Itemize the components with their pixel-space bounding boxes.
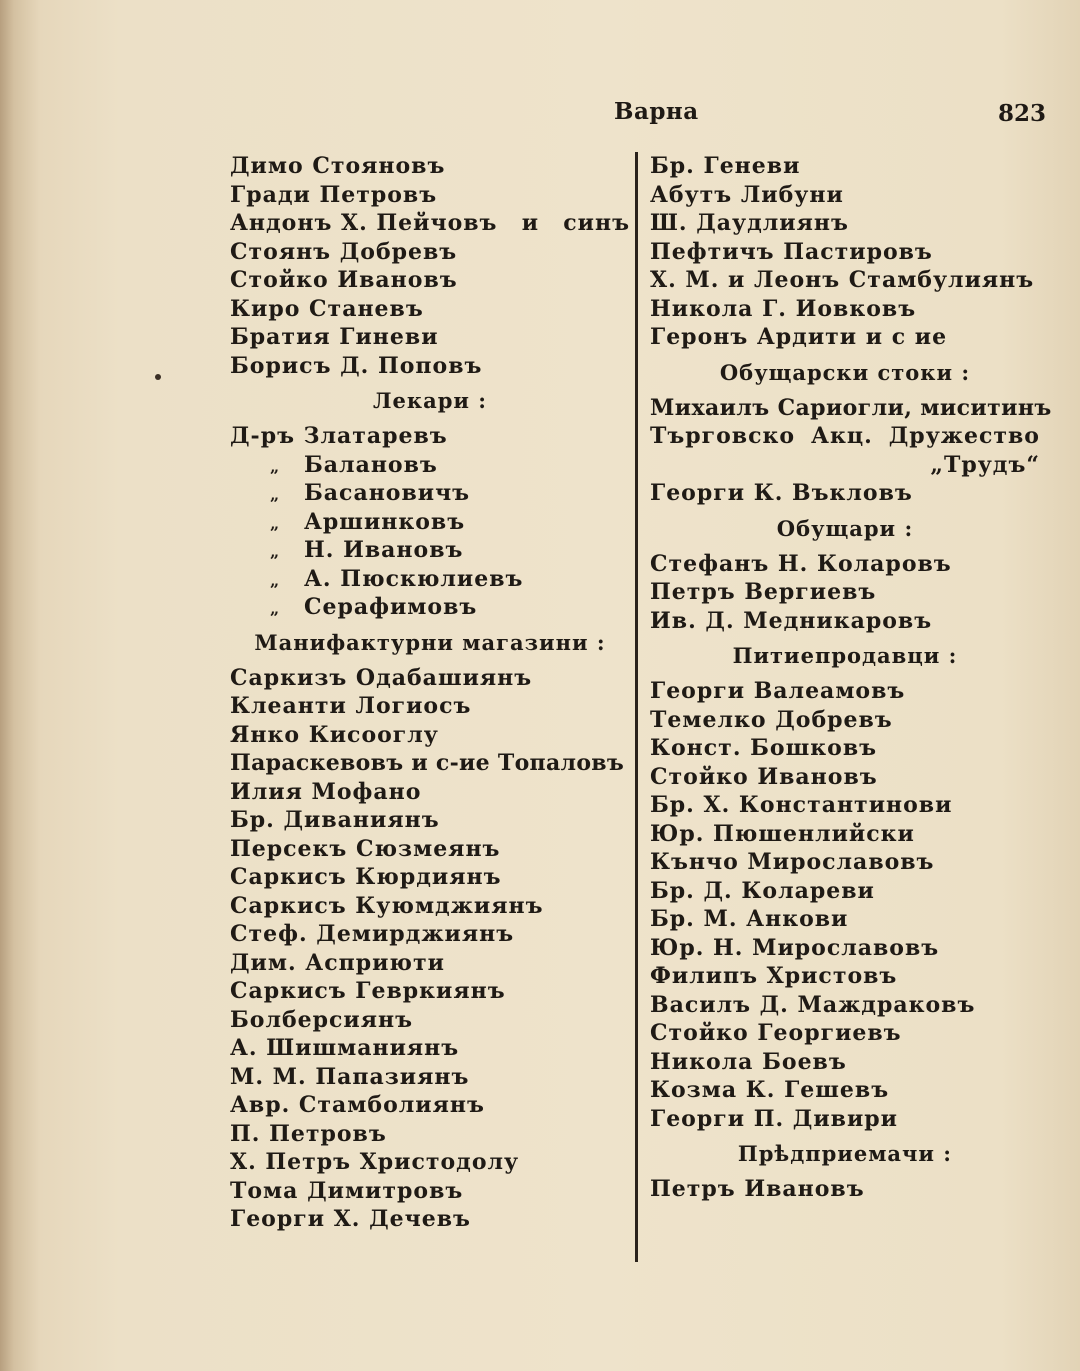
list-item: Болберсиянъ <box>230 1006 413 1033</box>
list-item <box>230 536 630 565</box>
ink-speck <box>155 374 161 380</box>
list-item: Бр. М. Анкови <box>650 906 849 932</box>
andon-son: синъ <box>563 210 630 236</box>
ditto-mark: „ <box>270 485 281 504</box>
list-item: Илия Мофано <box>230 778 422 805</box>
section-heading-drinks: Питиепродавци : <box>732 643 958 668</box>
list-item: Гради Петровъ <box>230 181 438 208</box>
running-head-city: Варна <box>614 98 699 125</box>
list-item: Георги К. Въкловъ <box>650 480 913 506</box>
list-item <box>230 593 630 622</box>
list-item: Ш. Даудлиянъ <box>650 210 849 236</box>
trade-word-2: Акц. <box>811 423 873 449</box>
ditto-mark: „ <box>270 513 281 533</box>
list-item: Геронъ Ардити и с ие <box>650 324 948 350</box>
list-item: М. М. Папазиянъ <box>230 1063 470 1090</box>
doctor-name: Аршинковъ <box>304 508 466 535</box>
list-item: Персекъ Сюзмеянъ <box>230 835 501 862</box>
list-item: Саркисъ Кюрдиянъ <box>230 864 502 890</box>
list-item: Абутъ Либуни <box>650 181 844 208</box>
list-item-trade-company <box>650 422 1040 451</box>
left-column <box>230 152 630 1234</box>
list-item: Д-ръ Златаревъ <box>230 423 448 449</box>
list-item: Дим. Асприюти <box>230 949 445 976</box>
list-item: Георги Х. Дечевъ <box>230 1206 471 1232</box>
list-item: Киро Станевъ <box>230 295 424 322</box>
list-item: Авр. Стамболиянъ <box>230 1092 485 1118</box>
list-item: Петръ Ивановъ <box>650 1176 865 1202</box>
doctor-name: А. Пюскюлиевъ <box>304 565 524 592</box>
list-item: Михаилъ Сариогли, миситинъ <box>650 394 1052 421</box>
list-item: Стеф. Демирджиянъ <box>230 921 515 947</box>
page-number: 823 <box>998 100 1047 127</box>
list-item: Конст. Бошковъ <box>650 735 877 761</box>
section-heading-contractors: Прѣдприемачи : <box>737 1141 953 1166</box>
list-item-andon <box>230 209 630 238</box>
list-item <box>230 479 630 508</box>
list-item: Кънчо Мирославовъ <box>650 849 935 875</box>
doctor-name: Н. Ивановъ <box>304 537 464 563</box>
list-item: Юр. Пюшенлийски <box>650 820 915 847</box>
ditto-mark: „ <box>270 599 281 618</box>
list-item: Бр. Геневи <box>650 153 801 179</box>
section-heading-shoemakers: Обущари : <box>776 515 914 541</box>
andon-and: и <box>521 210 540 236</box>
list-item: Тома Димитровъ <box>230 1177 464 1204</box>
ditto-mark: „ <box>270 542 281 561</box>
ditto-mark: „ <box>270 570 281 590</box>
list-item: Параскевовъ и с-ие Топаловъ <box>230 750 625 776</box>
list-item: Стоянъ Добревъ <box>230 238 458 265</box>
trade-company-name: „Трудъ“ <box>930 451 1040 478</box>
ditto-mark: „ <box>270 456 281 476</box>
list-item: Пефтичъ Пастировъ <box>650 238 933 265</box>
list-item: Стойко Ивановъ <box>230 267 458 293</box>
list-item <box>230 565 630 594</box>
list-item: Саркисъ Куюмджиянъ <box>230 892 544 919</box>
list-item <box>230 451 630 480</box>
list-item: Борисъ Д. Поповъ <box>230 352 483 379</box>
list-item: Саркизъ Одабашиянъ <box>230 664 533 691</box>
section-heading-shoe-goods: Обущарски стоки : <box>719 359 971 385</box>
list-item: Бр. Диваниянъ <box>230 807 440 833</box>
list-item: Братия Гиневи <box>230 324 439 350</box>
list-item: Юр. Н. Мирославовъ <box>650 934 940 961</box>
doctor-name: Серафимовъ <box>304 594 478 620</box>
list-item: А. Шишманиянъ <box>230 1035 460 1061</box>
andon-name: Андонъ Х. Пейчовъ <box>230 210 498 236</box>
section-heading-manufactory: Манифактурни магазини : <box>254 629 606 655</box>
list-item: Никола Г. Иовковъ <box>650 295 917 322</box>
list-item: Янко Кисооглу <box>230 721 439 748</box>
list-item: Филипъ Христовъ <box>650 963 898 989</box>
trade-word-1: Търговско <box>650 423 796 449</box>
list-item: Никола Боевъ <box>650 1048 847 1075</box>
list-item: П. Петровъ <box>230 1120 387 1147</box>
list-item: Стойко Георгиевъ <box>650 1020 902 1046</box>
list-item: Петръ Вергиевъ <box>650 579 877 605</box>
doctor-name: Балановъ <box>304 451 438 478</box>
list-item: Стойко Ивановъ <box>650 763 878 790</box>
list-item <box>230 508 630 537</box>
list-item: Х. Петръ Христодолу <box>230 1149 520 1175</box>
list-item: Бр. Х. Константинови <box>650 792 953 818</box>
list-item: Бр. Д. Колареви <box>650 877 875 904</box>
trade-word-3: Дружество <box>888 423 1040 449</box>
list-item: Козма К. Гешевъ <box>650 1077 890 1103</box>
list-item: Стефанъ Н. Коларовъ <box>650 550 952 577</box>
list-item: Димо Стояновъ <box>230 153 446 179</box>
list-item: Х. М. и Леонъ Стамбулиянъ <box>650 267 1035 293</box>
list-item: Саркисъ Гевркиянъ <box>230 978 506 1004</box>
list-item: Клеанти Логиосъ <box>230 693 472 719</box>
list-item: Темелко Добревъ <box>650 706 893 733</box>
list-item: Ив. Д. Медникаровъ <box>650 607 933 634</box>
column-divider <box>635 152 638 1262</box>
list-item: Василъ Д. Маждраковъ <box>650 991 976 1018</box>
list-item: Георги Валеамовъ <box>650 678 906 704</box>
right-column <box>650 152 1052 1204</box>
list-item: Георги П. Дивири <box>650 1105 898 1132</box>
doctor-name: Басановичъ <box>304 480 471 506</box>
section-heading-doctors: Лекари : <box>372 388 488 413</box>
